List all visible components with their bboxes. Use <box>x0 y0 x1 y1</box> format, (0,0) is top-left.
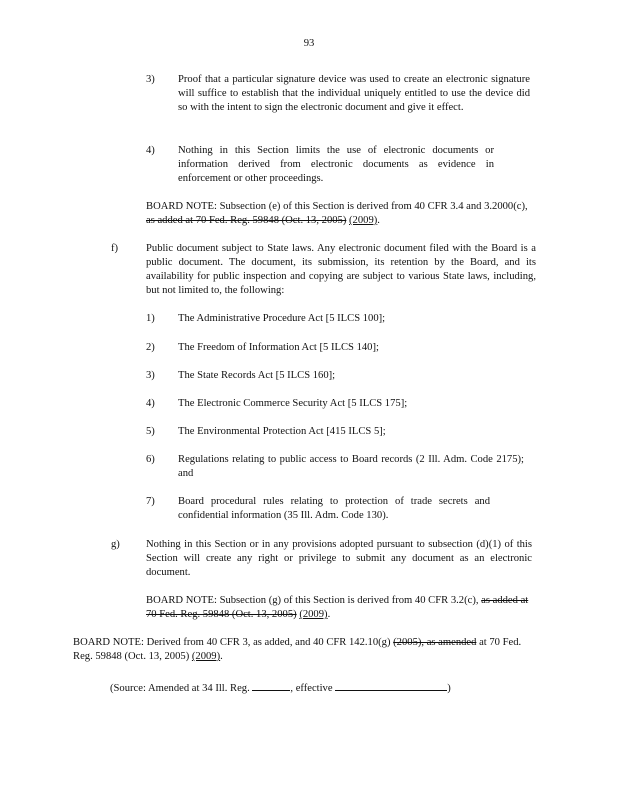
effective-date-blank <box>335 680 447 691</box>
page-number: 93 <box>303 38 315 49</box>
list-item: The Electronic Commerce Security Act [5 ILCS 175]; <box>178 398 408 409</box>
item-4-text: Nothing in this Section limits the use of electronic documents or information derived from electronic documents as evidence in enforcement or other proceedings. <box>178 145 494 184</box>
board-note-g-struck: as added at 70 Fed. Reg. 59848 (Oct. 13, 2005) <box>146 595 529 620</box>
list-item: The Environmental Protection Act [415 ILCS 5]; <box>178 426 386 437</box>
final-board-note <box>73 636 539 664</box>
final-note-struck: (2005), as amended <box>393 637 477 648</box>
board-note-e-prefix: BOARD NOTE: Subsection (e) of this Section is derived from 40 CFR 3.4 and 3.2000(c), <box>146 201 528 212</box>
item-3-marker: 3) <box>146 74 155 85</box>
board-note-g <box>146 594 530 622</box>
board-note-e-end: . <box>377 215 380 226</box>
board-note-g-end: . <box>327 609 331 620</box>
list-item-marker: 4) <box>146 398 155 409</box>
list-item: Board procedural rules relating to protection of trade secrets and confidential information (35 Ill. Adm. Code 130). <box>178 496 490 521</box>
source-end: ) <box>447 683 451 694</box>
subsection-g-text: Nothing in this Section or in any provisions adopted pursuant to subsection (d)(1) of this Section will create any right or privilege to submit any document as an electronic document. <box>146 539 532 578</box>
source-mid: , effective <box>290 683 333 694</box>
list-item-marker: 1) <box>146 313 155 324</box>
list-item: The State Records Act [5 ILCS 160]; <box>178 370 336 381</box>
subsection-f-marker: f) <box>111 243 119 254</box>
board-note-g-prefix: BOARD NOTE: Subsection (g) of this Section is derived from 40 CFR 3.2(c), <box>146 595 479 606</box>
final-note-middle: at 70 Fed. Reg. 59848 (Oct. 13, 2005) <box>73 637 522 662</box>
subsection-g-marker: g) <box>111 539 120 550</box>
list-item-marker: 7) <box>146 496 155 507</box>
list-item: Regulations relating to public access to Board records (2 Ill. Adm. Code 2175); and <box>178 454 524 479</box>
source-line <box>110 680 550 696</box>
list-item-marker: 5) <box>146 426 155 437</box>
final-note-end: . <box>220 651 223 662</box>
final-note-prefix: BOARD NOTE: Derived from 40 CFR 3, as added, and 40 CFR 142.10(g) <box>73 637 391 648</box>
list-item-marker: 2) <box>146 342 155 353</box>
item-4-marker: 4) <box>146 145 155 156</box>
board-note-e-added: (2009) <box>349 215 378 226</box>
item-3-text: Proof that a particular signature device was used to create an electronic signature will suffice to establish that the individual uniquely entitled to use the device did so with the intent to sign the electronic document and give it effect. <box>178 74 530 113</box>
final-note-added: (2009) <box>191 651 221 662</box>
list-item-marker: 3) <box>146 370 155 381</box>
list-item: The Freedom of Information Act [5 ILCS 140]; <box>178 342 379 353</box>
list-item: The Administrative Procedure Act [5 ILCS 100]; <box>178 313 386 324</box>
list-item-marker: 6) <box>146 454 155 465</box>
reg-page-blank <box>252 680 290 691</box>
board-note-e <box>146 200 530 228</box>
board-note-g-added: (2009) <box>299 609 328 620</box>
board-note-e-struck: as added at 70 Fed. Reg. 59848 (Oct. 13, 2005) <box>146 215 347 226</box>
subsection-f-text: Public document subject to State laws. Any electronic document filed with the Board is a public document. The document, its submission, its retention by the Board, and its availability for public inspection and copying are subject to various State laws, including, but not limited to, the following: <box>146 243 536 296</box>
source-prefix: (Source: Amended at 34 Ill. Reg. <box>110 683 250 694</box>
